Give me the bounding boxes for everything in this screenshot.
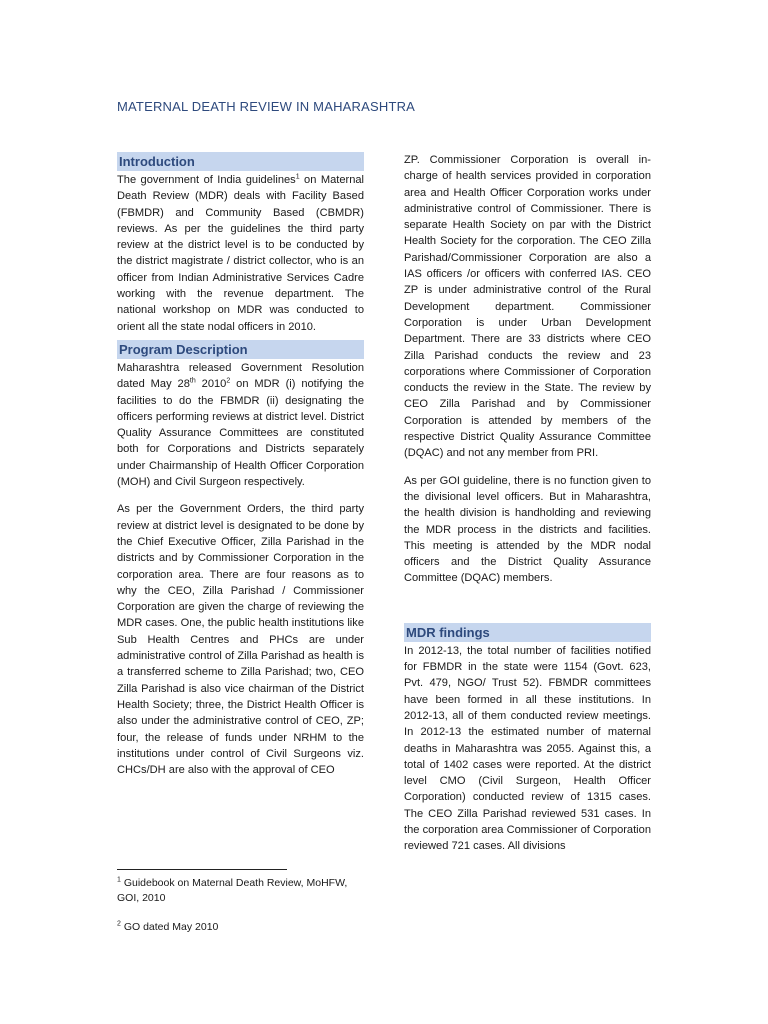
program-paragraph-4: As per GOI guideline, there is no function given to the divisional level officers. But in Maharashtra, the health division is handholding and reviewing the MDR process in the districts and facilities. This meeting is attended by the MDR nodal officers and the District Quality Assurance Committee (DQAC) members. (404, 474, 651, 585)
footnote-mark: 1 (117, 876, 121, 884)
superscript-th: th (189, 377, 196, 385)
introduction-paragraph (117, 172, 364, 335)
footnote-1 (117, 876, 367, 906)
text-run: 2010 (195, 378, 227, 391)
text-run: on Maternal Death Review (MDR) deals with Facility Based (FBMDR) and Community Based (CBMDR) reviews. As per the guidelines the third party review at the district level is to be conducted by the district magistrate / district collector, who is an officer from Indian Administrative Services Cadre working with the revenue department. The national workshop on MDR was conducted to orient all the state nodal officers in 2010. (117, 174, 364, 333)
section-heading-program-description: Program Description (117, 340, 364, 359)
footnote-divider (117, 869, 287, 870)
footnote-mark: 2 (117, 920, 121, 928)
section-heading-introduction: Introduction (117, 152, 364, 171)
footnote-text: GO dated May 2010 (120, 921, 219, 933)
right-column (404, 152, 651, 855)
footnote-2 (117, 920, 367, 935)
footnote-text: Guidebook on Maternal Death Review, MoHFW, GOI, 2010 (117, 877, 348, 904)
footnote-ref-1: 1 (295, 173, 300, 181)
program-paragraph-3: ZP. Commissioner Corporation is overall in-charge of health services provided in corporation area and Health Officer Corporation works under administrative control of Commissioner. There is separate Health Society on par with the District Health Society for the corporation. The CEO Zilla Parishad/Commissioner Corporation are also a IAS officers /or officers with conferred IAS. CEO ZP is under administrative control of the Rural Development department. Commissioner Corporation is under Urban Development Department. There are 33 districts where CEO Zilla Parishad conducts the review and 23 corporations where Commissioner of Corporation conducts the review in the State. The review by CEO Zilla Parishad and by Commissioner Corporation is attended by members of the respective District Quality Assurance Committee (DQAC) and not any member from PRI. (404, 154, 651, 460)
program-paragraph-1 (117, 360, 364, 490)
text-run: on MDR (i) notifying the facilities to do the FBMDR (ii) designating the officers performing reviews at district level. District Quality Assurance Committees are constituted both for Corporations and Districts separately under Chairmanship of Health Officer Corporation (MOH) and Civil Surgeon respectively. (117, 378, 364, 489)
spacer (117, 490, 364, 501)
text-run: Maharashtra released Government Resolution dated May 28 (117, 361, 364, 391)
spacer (404, 587, 651, 623)
program-paragraph-2: As per the Government Orders, the third party review at district level is designated to be done by the Chief Executive Officer, Zilla Parishad in the districts and by Commissioner Corporation in the corporation area. There are four reasons as to why the CEO, Zilla Parishad / Commissioner Corporation are given the charge of reviewing the MDR cases. One, the public health institutions like Sub Health Centres and PHCs are under administrative control of Zilla Parishad as health is a transferred scheme to Zilla Parishad; two, CEO Zilla Parishad is also vice chairman of the District Health Society; three, the District Health Officer is also under the administrative control of CEO, ZP; four, the release of funds under NRHM to the institutions under control of Civil Surgeons viz. CHCs/DH are also with the approval of CEO (117, 503, 364, 777)
footnote-ref-2: 2 (226, 377, 231, 385)
left-column (117, 152, 364, 778)
spacer (404, 462, 651, 473)
text-run: The government of India guidelines (117, 174, 296, 186)
section-heading-mdr-findings: MDR findings (404, 623, 651, 642)
document-title: MATERNAL DEATH REVIEW IN MAHARASHTRA (117, 99, 416, 114)
findings-paragraph: In 2012-13, the total number of facilities notified for FBMDR in the state were 1154 (Govt. 623, Pvt. 479, NGO/ Trust 52). FBMDR committees have been formed in all these institutions. In 2012-13, all of them conducted review meetings. In 2012-13 the estimated number of maternal deaths in Maharashtra was 2055. Against this, a total of 1402 cases were reported. At the district level CMO (Civil Surgeon, Health Officer Corporation) conducted review of 1315 cases. The CEO Zilla Parishad reviewed 531 cases. In the corporation area Commissioner of Corporation reviewed 721 cases. All divisions (404, 644, 651, 853)
